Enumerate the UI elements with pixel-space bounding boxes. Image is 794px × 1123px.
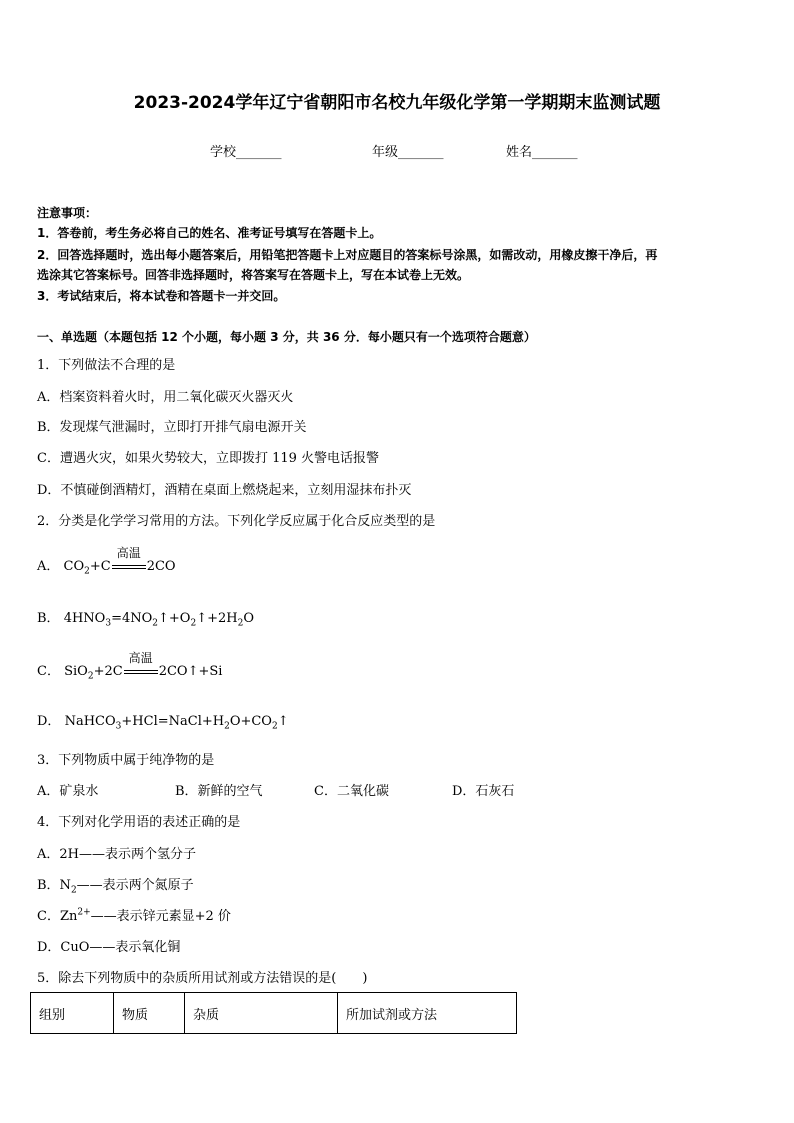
option-label: D． — [37, 714, 61, 729]
reaction-condition — [111, 546, 147, 574]
formula-part: CO — [63, 559, 85, 574]
option-label: A． — [37, 559, 60, 574]
subscript: 2 — [87, 671, 94, 682]
formula-part: ↑+O — [158, 611, 191, 626]
formula-part: 4HNO — [63, 611, 106, 626]
q4-stem: 4．下列对化学用语的表述正确的是 — [37, 815, 241, 830]
q1-option-a: A．档案资料着火时，用二氧化碳灭火器灭火 — [37, 390, 294, 405]
formula-part: +2C — [93, 664, 123, 679]
option-text: B．N — [37, 878, 71, 893]
exam-title: 2023-2024学年辽宁省朝阳市名校九年级化学第一学期期末监测试题 — [133, 93, 661, 113]
q5-stem: 5．除去下列物质中的杂质所用试剂或方法错误的是( ) — [37, 971, 368, 986]
option-label: B． — [37, 611, 60, 626]
subscript: 3 — [105, 618, 112, 629]
formula-part: SiO — [64, 664, 88, 679]
condition-label: 高温 — [116, 546, 141, 560]
table-header-cell: 物质 — [114, 993, 185, 1034]
table-header-cell: 所加试剂或方法 — [338, 993, 517, 1034]
formula-part: O+CO — [229, 714, 272, 729]
option-text: C．Zn — [37, 909, 78, 924]
subscript: 2 — [224, 721, 230, 732]
option-label: C． — [37, 664, 60, 679]
subscript: 2 — [152, 618, 159, 629]
table-header-cell: 杂质 — [185, 993, 338, 1034]
note-2-line2: 选涂其它答案标号。回答非选择题时，将答案写在答题卡上，写在本试卷上无效。 — [37, 268, 470, 282]
formula-part: ↑ — [277, 714, 289, 729]
section-heading: 一、单选题（本题包括 12 个小题，每小题 3 分，共 36 分．每小题只有一个选项符合题意） — [37, 330, 536, 344]
q3-option-c: C．二氧化碳 — [314, 784, 389, 799]
q1-option-d: D．不慎碰倒酒精灯，酒精在桌面上燃烧起来，立刻用湿抹布扑灭 — [37, 483, 412, 498]
q4-option-a: A．2H——表示两个氢分子 — [37, 847, 196, 862]
q2-option-a — [37, 546, 176, 577]
q4-option-c — [37, 905, 231, 924]
q4-option-d: D．CuO——表示氧化铜 — [37, 940, 181, 955]
option-text: ——表示锌元素显+2 价 — [90, 909, 231, 924]
q3-option-b: B．新鲜的空气 — [175, 784, 263, 799]
note-1: 1．答卷前，考生务必将自己的姓名、准考证号填写在答题卡上。 — [37, 226, 382, 240]
subscript: 2 — [70, 885, 77, 896]
formula-part: 2CO — [146, 559, 176, 574]
equals-line — [112, 565, 146, 569]
equals-line — [124, 670, 158, 674]
q1-stem: 1．下列做法不合理的是 — [37, 358, 176, 373]
superscript: 2+ — [77, 907, 91, 918]
option-text: ——表示两个氮原子 — [76, 878, 194, 893]
formula-part: NaHCO — [64, 714, 116, 729]
formula-part: ↑+2H — [196, 611, 238, 626]
formula-part: =4NO — [111, 611, 153, 626]
formula-part: +C — [89, 559, 111, 574]
subscript: 2 — [271, 721, 278, 732]
q3-option-d: D．石灰石 — [452, 784, 515, 799]
q4-option-b — [37, 874, 194, 896]
table-header-row — [31, 993, 517, 1034]
grade-field: 年级_______ — [372, 145, 444, 160]
formula-part: 2CO↑+Si — [158, 664, 223, 679]
q2-option-c — [37, 651, 223, 682]
q1-option-b: B．发现煤气泄漏时，立即打开排气扇电源开关 — [37, 420, 307, 435]
note-2-line1: 2．回答选择题时，选出每小题答案后，用铅笔把答题卡上对应题目的答案标号涂黑，如需改动，用橡皮擦干净后，再 — [37, 248, 658, 262]
formula-part: O — [243, 611, 255, 626]
name-field: 姓名_______ — [506, 145, 578, 160]
note-3: 3．考试结束后，将本试卷和答题卡一并交回。 — [37, 289, 286, 303]
reaction-condition — [123, 651, 159, 679]
q3-option-a: A．矿泉水 — [37, 784, 99, 799]
subscript: 3 — [115, 721, 122, 732]
q3-stem: 3．下列物质中属于纯净物的是 — [37, 753, 215, 768]
q2-option-d — [37, 710, 289, 732]
subscript: 2 — [190, 618, 197, 629]
condition-label: 高温 — [128, 651, 153, 665]
subscript: 2 — [237, 618, 244, 629]
q2-option-b — [37, 607, 254, 629]
q2-stem: 2．分类是化学学习常用的方法。下列化学反应属于化合反应类型的是 — [37, 514, 436, 529]
school-field: 学校_______ — [210, 145, 282, 160]
subscript: 2 — [84, 566, 90, 577]
q5-table — [30, 992, 517, 1034]
table-header-cell: 组别 — [31, 993, 114, 1034]
formula-part: +HCl=NaCl+H — [121, 714, 225, 729]
notes-heading: 注意事项： — [37, 206, 98, 220]
q1-option-c: C．遭遇火灾，如果火势较大，立即拨打 119 火警电话报警 — [37, 451, 380, 466]
